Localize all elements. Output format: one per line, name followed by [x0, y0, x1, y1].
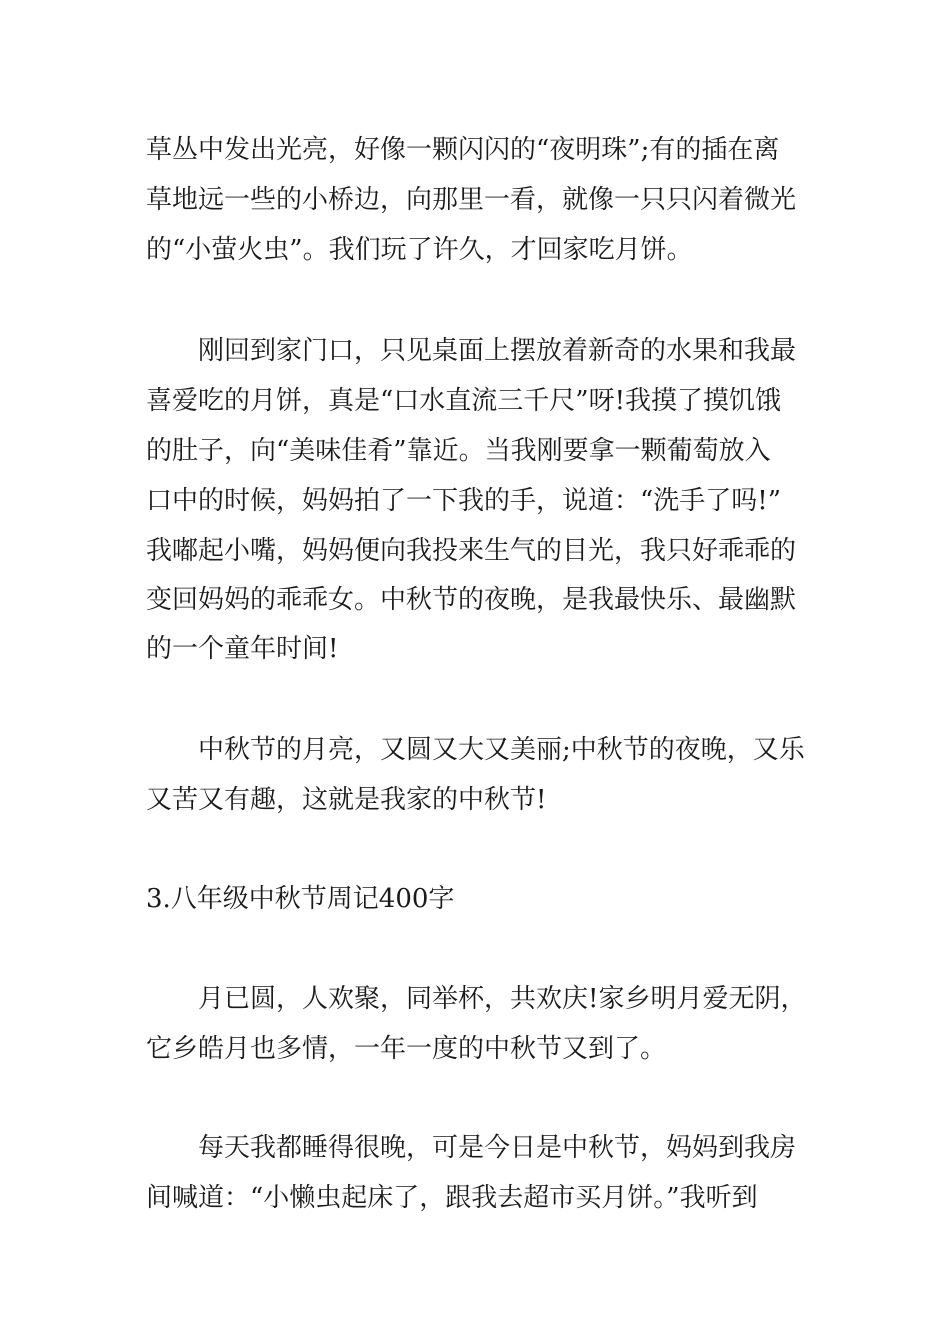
- text-line: 口中的时候，妈妈拍了一下我的手，说道：“洗手了吗!”: [146, 486, 782, 516]
- text-line: 月已圆，人欢聚，同举杯，共欢庆!家乡明月爱无阴，: [198, 984, 807, 1014]
- text-line: 变回妈妈的乖乖女。中秋节的夜晚，是我最快乐、最幽默: [146, 585, 797, 615]
- text-line: 的“小萤火虫”。我们玩了许久，才回家吃月饼。: [146, 235, 693, 265]
- text-line: 间喊道：“小懒虫起床了，跟我去超市买月饼。”我听到: [146, 1183, 758, 1213]
- text-line: 每天我都睡得很晚，可是今日是中秋节，妈妈到我房: [198, 1133, 797, 1163]
- text-line: 的一个童年时间!: [146, 634, 339, 664]
- text-line: 刚回到家门口，只见桌面上摆放着新奇的水果和我最: [198, 336, 797, 366]
- text-line: 草地远一些的小桥边，向那里一看，就像一只只闪着微光: [146, 185, 797, 215]
- text-line: 喜爱吃的月饼，真是“口水直流三千尺”呀!我摸了摸饥饿: [146, 386, 782, 416]
- text-line: 它乡皓月也多情，一年一度的中秋节又到了。: [146, 1034, 667, 1064]
- text-line: 中秋节的月亮，又圆又大又美丽;中秋节的夜晚，又乐: [198, 735, 805, 765]
- text-line: 我嘟起小嘴，妈妈便向我投来生气的目光，我只好乖乖的: [146, 536, 797, 566]
- text-line: 的肚子，向“美味佳肴”靠近。当我刚要拿一颗葡萄放入: [146, 436, 771, 466]
- section-heading: 3.八年级中秋节周记400字: [146, 884, 455, 914]
- text-line: 草丛中发出光亮，好像一颗闪闪的“夜明珠”;有的插在离: [146, 135, 780, 165]
- text-line: 又苦又有趣，这就是我家的中秋节!: [146, 785, 547, 815]
